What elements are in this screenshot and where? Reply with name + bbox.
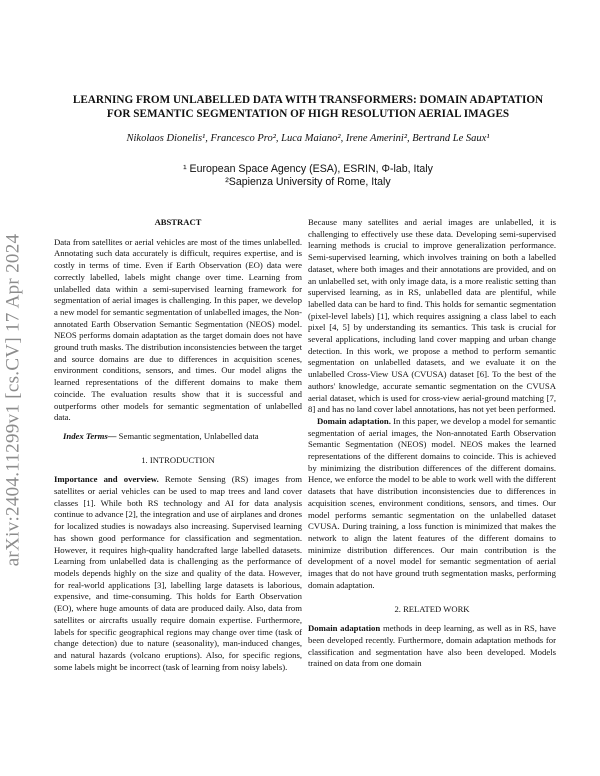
domain-adaptation-lead: Domain adaptation. bbox=[317, 415, 391, 426]
title-line-1: LEARNING FROM UNLABELLED DATA WITH TRANSFORMERS: DOMAIN ADAPTATION bbox=[72, 94, 544, 106]
introduction-heading: 1. INTRODUCTION bbox=[141, 454, 215, 465]
related-work-paragraph bbox=[308, 623, 556, 670]
intro-text: Remote Sensing (RS) images from satellites or aerial vehicles can be used to map trees and land cover classes [1]. While both RS technology and AI for data analysis continue to advance [2], the integration and use of airplanes and drones for localized studies is nowadays also increasing. Supervised learning has shown good performance for classification and segmentation. However, it requires high-quality handcrafted large labelled datasets. Learning from unlabelled data is challenging as the performance of models depends highly on the size and quality of the data. However, for real-world applications [3], labelling large datasets is laborious, expensive, and time-consuming. This holds for Earth Observation (EO), where huge amounts of data are produced daily. Also, data from satellites or aircrafts usually require domain expertise. Furthermore, labels for specific geographical regions may change over time (task of change detection) due to nature (seasonality), man-induced changes, and natural hazards (volcano eruptions). Also, for specific regions, some labels might be incorrect (task of learning from noisy labels). bbox=[54, 474, 302, 672]
title-line-2: FOR SEMANTIC SEGMENTATION OF HIGH RESOLUTION AERIAL IMAGES bbox=[106, 108, 510, 120]
related-work-heading: 2. RELATED WORK bbox=[394, 603, 470, 614]
affiliation-1: ¹ European Space Agency (ESA), ESRIN, Φ-lab, Italy bbox=[183, 163, 433, 175]
motivation-paragraph: Because many satellites and aerial images are unlabelled, it is challenging to effectively use these data. Developing semi-supervised learning methods is crucial to improve generalization performance. Semi-supervised learning, which involves training on both a labelled dataset, where both images and their annotations are provided, and on an unlabelled set, with only image data, is a more realistic setting than supervised learning, as in RS, unlabelled data are plentiful, while labelled data can be hard to find. This holds for semantic segmentation (pixel-level labels) [1], which requires assigning a class label to each pixel [4, 5] by understanding its semantics. This task is crucial for several applications, including land cover mapping and urban change detection. In this work, we propose a method to perform semantic segmentation on unlabelled datasets, and we evaluate it on the unlabelled Cross-View USA (CVUSA) dataset [6]. To the best of the authors' knowledge, accurate semantic segmentation on the CVUSA aerial dataset, which is used for cross-view aerial-ground matching [7, 8] and has no land cover label annotations, has not yet been performed. bbox=[308, 217, 556, 415]
index-terms-text: Semantic segmentation, Unlabelled data bbox=[116, 430, 259, 441]
index-terms bbox=[54, 431, 302, 443]
affiliations bbox=[60, 163, 556, 189]
intro-lead: Importance and overview. bbox=[54, 474, 159, 485]
paper-title bbox=[60, 93, 556, 121]
related-work-lead: Domain adaptation bbox=[308, 623, 381, 634]
abstract-heading: ABSTRACT bbox=[154, 217, 202, 227]
related-work-text: methods in deep learning, as well as in RS, have been developed recently. Furthermore, domain adaptation methods for classification and segmentation have also been developed. Models trained on data from one domain bbox=[308, 623, 556, 669]
introduction-paragraph bbox=[54, 474, 302, 673]
index-terms-label: Index Terms— bbox=[63, 430, 117, 441]
left-column bbox=[54, 217, 302, 673]
abstract-body: Data from satellites or aerial vehicles are most of the times unlabelled. Annotating such data accurately is difficult, requires expertise, and is costly in terms of time. Even if Earth Observation (EO) data were correctly labelled, labels might change over time. Learning from unlabelled data within a semi-supervised learning framework for segmentation of aerial images is challenging. In this paper, we develop a new model for semantic segmentation of unlabelled images, the Non-annotated Earth Observation Semantic Segmentation (NEOS) model. NEOS performs domain adaptation as the target domain does not have ground truth masks. The distribution inconsistencies between the target and source domains are due to differences in acquisition scenes, environment conditions, sensors, and times. Our model aligns the learned representations of the different domains to make them coincide. The evaluation results show that it is successful and outperforms other models for semantic segmentation of unlabelled data. bbox=[54, 236, 302, 423]
arxiv-stamp bbox=[2, 200, 24, 600]
right-column bbox=[308, 217, 556, 670]
affiliation-2: ²Sapienza University of Rome, Italy bbox=[225, 176, 391, 188]
author-list: Nikolaos Dionelis¹, Francesco Pro², Luca Maiano², Irene Amerini², Bertrand Le Saux¹ bbox=[126, 133, 490, 144]
arxiv-stamp-text: arXiv:2404.11299v1 [cs.CV] 17 Apr 2024 bbox=[2, 233, 24, 567]
domain-adaptation-paragraph bbox=[308, 416, 556, 592]
domain-adaptation-text: In this paper, we develop a model for semantic segmentation of aerial images, the Non-annotated Earth Observation Semantic Segmentation (NEOS) model. NEOS makes the learned representations of the different domains to coincide. This is achieved by minimizing the distribution differences of the different domains. Hence, we enforce the model to be able to work well with the different datasets that have distribution inconsistencies due to differences in acquisition scenes, environment conditions, sensors, and times. Our model performs semantic segmentation on the unlabelled dataset CVUSA. During training, a loss function is minimized that makes the network to align the latent features of the different domains to minimize distribution differences. Our main contribution is the development of a novel model for semantic segmentation of aerial images that do not have ground truth segmentation masks, performing domain adaptation. bbox=[308, 415, 556, 590]
